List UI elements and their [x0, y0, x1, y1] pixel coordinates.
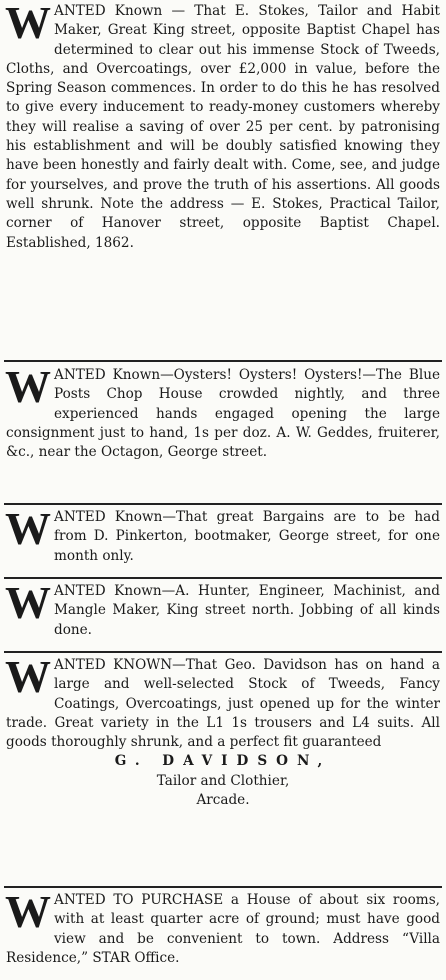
drop-cap: W	[5, 886, 51, 937]
drop-cap: W	[5, 0, 51, 48]
ad-text: ANTED KNOWN—That Geo. Davidson has on hand a large and well-selected Stock of Tweeds, Fancy Coatings, Overcoatings, just opened up for the winter trade. Great variety in the L1 1s trousers and L4 suits. All goods thoroughly shrunk, and a perfect fit guaranteed	[6, 657, 440, 751]
column-rule	[4, 886, 442, 888]
advertiser-signature	[6, 752, 440, 810]
ad-pinkerton-bootmaker	[5, 503, 440, 566]
ad-text: ANTED Known—Oysters! Oysters! Oysters!—The Blue Posts Chop House crowded nightly, and three experienced hands engaged opening the large consignment just to hand, 1s per doz. A. W. Geddes, fruiterer, &c., near the Octagon, George street.	[6, 367, 440, 461]
signature-name: G. DAVIDSON,	[114, 753, 332, 770]
ad-hunter-engineer	[5, 577, 440, 640]
column-rule	[4, 651, 442, 653]
ad-wanted-to-purchase	[5, 886, 440, 968]
drop-cap: W	[5, 503, 51, 554]
ad-text: ANTED TO PURCHASE a House of about six rooms, with at least quarter acre of ground; must have good view and be convenient to town. Address “Villa Residence,” STAR Office.	[6, 892, 440, 966]
ad-oysters-geddes	[5, 361, 440, 462]
ad-text: ANTED Known—A. Hunter, Engineer, Machinist, and Mangle Maker, King street north. Jobbing of all kinds done.	[54, 583, 440, 638]
drop-cap: W	[5, 651, 51, 702]
column-rule	[4, 503, 442, 505]
drop-cap: W	[5, 577, 51, 628]
ad-davidson-tailor	[5, 651, 440, 810]
ad-text: ANTED Known — That E. Stokes, Tailor and Habit Maker, Great King street, opposite Baptist Chapel has determined to clear out his immense Stock of Tweeds, Cloths, and Overcoatings, over £2,000 in value, before the Spring Season commences. In order to do this he has resolved to give every inducement to ready-money customers whereby they will realise a saving of over 25 per cent. by patronising his establishment and will be doubly satisfied knowing they have been honestly and fairly dealt with. Come, see, and judge for yourselves, and prove the truth of his assertions. All goods well shrunk. Note the address — E. Stokes, Practical Tailor, corner of Hanover street, opposite Baptist Chapel. Established, 1862.	[6, 3, 440, 251]
ad-text: ANTED Known—That great Bargains are to be had from D. Pinkerton, bootmaker, George street, for one month only.	[54, 509, 440, 564]
drop-cap: W	[5, 361, 51, 412]
signature-line: Arcade.	[196, 792, 250, 809]
column-rule	[4, 577, 442, 579]
ad-stokes-tailor	[6, 2, 440, 253]
signature-line: Tailor and Clothier,	[156, 772, 290, 789]
column-rule	[4, 360, 442, 362]
